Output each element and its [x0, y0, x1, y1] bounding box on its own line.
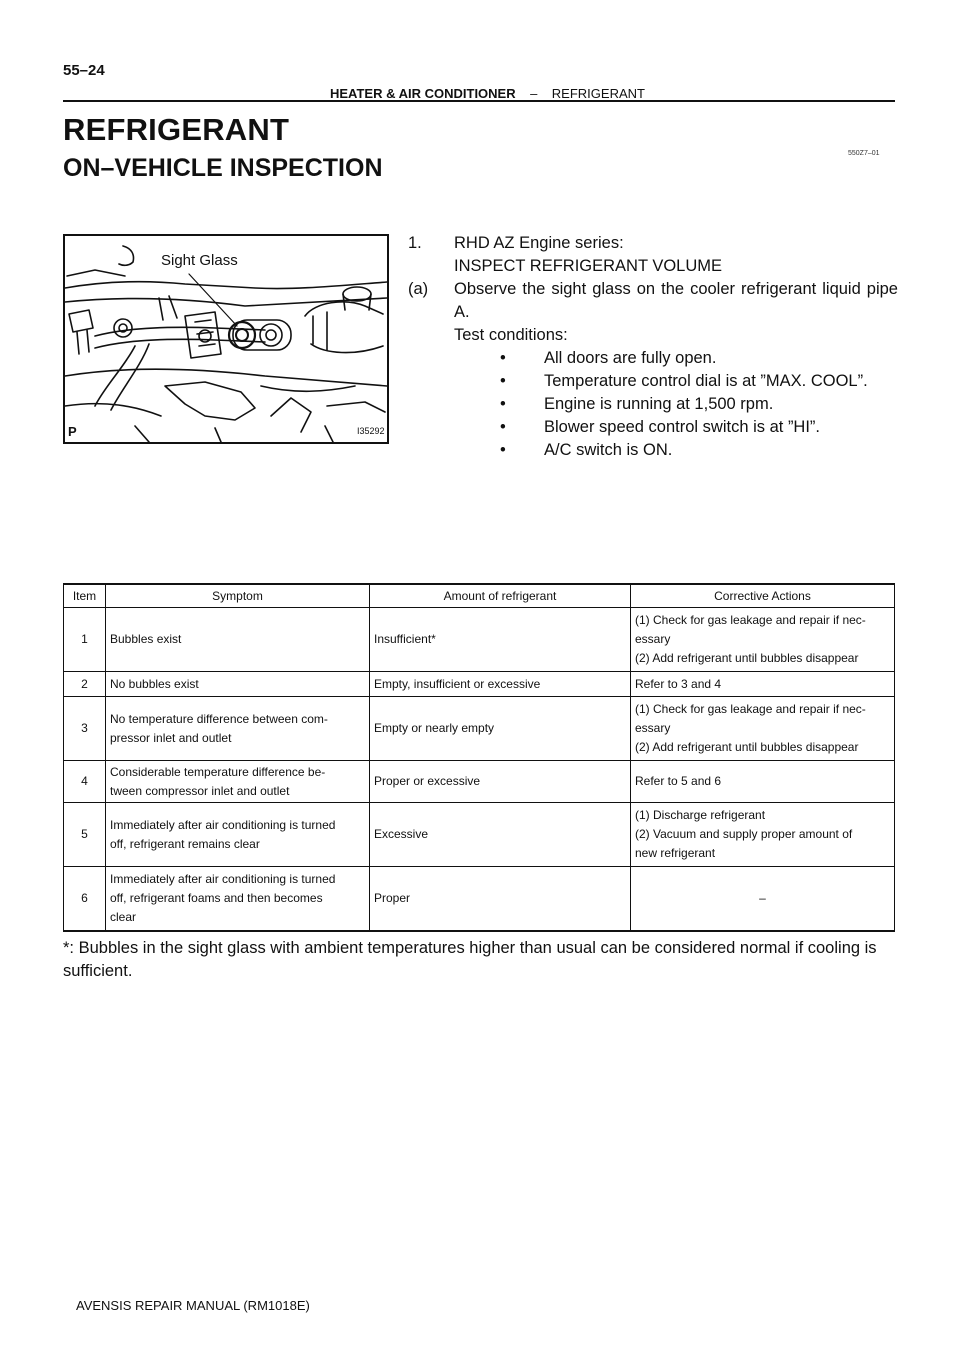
cell-item: 4 — [64, 761, 106, 803]
bullet-marker: • — [500, 349, 506, 367]
bullet-marker: • — [500, 441, 506, 459]
section-subtitle: ON–VEHICLE INSPECTION — [63, 154, 383, 182]
cell-amount: Proper or excessive — [370, 761, 631, 803]
test-condition-item: • Engine is running at 1,500 rpm. — [500, 393, 898, 416]
table-footnote: *: Bubbles in the sight glass with ambient temperatures higher than usual can be considered normal if cooling is sufficient. — [63, 939, 877, 980]
cell-actions: (1) Check for gas leakage and repair if nec- essary (2) Add refrigerant until bubbles disappear — [631, 697, 895, 761]
document-code: 550Z7–01 — [848, 150, 880, 157]
test-condition-item: • Temperature control dial is at ”MAX. COOL”. — [500, 370, 898, 393]
cell-amount: Excessive — [370, 803, 631, 867]
cell-actions: Refer to 3 and 4 — [631, 672, 895, 697]
header-section: HEATER & AIR CONDITIONER — [330, 86, 516, 101]
page-footer: AVENSIS REPAIR MANUAL (RM1018E) — [76, 1298, 310, 1313]
cell-symptom: Bubbles exist — [106, 608, 370, 672]
step-a-text: Observe the sight glass on the cooler refrigerant liquid pipe A. — [454, 280, 898, 321]
table-row — [64, 672, 895, 697]
engine-bay-illustration — [63, 234, 389, 444]
bullet-marker: • — [500, 372, 506, 390]
page-number: 55–24 — [63, 62, 105, 79]
cell-amount: Empty, insufficient or excessive — [370, 672, 631, 697]
table-header-row — [64, 584, 895, 608]
col-header-item: Item — [64, 584, 106, 608]
cell-symptom: No temperature difference between com- pressor inlet and outlet — [106, 697, 370, 761]
header-subsection: REFRIGERANT — [551, 86, 645, 101]
cell-actions: – — [631, 867, 895, 931]
table-row — [64, 697, 895, 761]
cell-item: 3 — [64, 697, 106, 761]
cell-amount: Empty or nearly empty — [370, 697, 631, 761]
cell-item: 6 — [64, 867, 106, 931]
step-1-number: 1. — [408, 234, 422, 252]
figure-image-id: I35292 — [357, 426, 385, 436]
test-condition-item: • All doors are fully open. — [500, 347, 898, 370]
sight-glass-callout: Sight Glass — [161, 252, 238, 269]
col-header-actions: Corrective Actions — [631, 584, 895, 608]
cell-symptom: Immediately after air conditioning is turned off, refrigerant foams and then becomes clear — [106, 867, 370, 931]
cell-amount: Insufficient* — [370, 608, 631, 672]
cell-item: 2 — [64, 672, 106, 697]
step-1-action: INSPECT REFRIGERANT VOLUME — [454, 257, 723, 275]
cell-actions: Refer to 5 and 6 — [631, 761, 895, 803]
cell-symptom: No bubbles exist — [106, 672, 370, 697]
cell-item: 1 — [64, 608, 106, 672]
running-header — [330, 86, 645, 101]
bullet-marker: • — [500, 418, 506, 436]
figure-corner-mark: P — [68, 424, 77, 439]
test-condition-item: • Blower speed control switch is at ”HI”. — [500, 416, 898, 439]
test-conditions-label: Test conditions: — [454, 326, 568, 344]
step-a-number: (a) — [408, 280, 429, 298]
header-separator: – — [530, 86, 538, 101]
refrigerant-diagnosis-table — [63, 583, 895, 932]
page-title: REFRIGERANT — [63, 112, 290, 147]
table-row — [64, 803, 895, 867]
cell-symptom: Considerable temperature difference be- tween compressor inlet and outlet — [106, 761, 370, 803]
test-condition-item: • A/C switch is ON. — [500, 439, 898, 462]
step-1 — [408, 232, 898, 278]
table-row — [64, 867, 895, 931]
header-rule — [63, 100, 895, 102]
cell-item: 5 — [64, 803, 106, 867]
step-1-heading: RHD AZ Engine series: — [454, 234, 624, 252]
bullet-marker: • — [500, 395, 506, 413]
cell-amount: Proper — [370, 867, 631, 931]
col-header-symptom: Symptom — [106, 584, 370, 608]
cell-actions: (1) Check for gas leakage and repair if nec- essary (2) Add refrigerant until bubbles disappear — [631, 608, 895, 672]
col-header-amount: Amount of refrigerant — [370, 584, 631, 608]
cell-symptom: Immediately after air conditioning is turned off, refrigerant remains clear — [106, 803, 370, 867]
table-row — [64, 608, 895, 672]
step-a — [408, 278, 898, 347]
table-row — [64, 761, 895, 803]
inspection-steps — [408, 232, 898, 462]
cell-actions: (1) Discharge refrigerant (2) Vacuum and supply proper amount of new refrigerant — [631, 803, 895, 867]
